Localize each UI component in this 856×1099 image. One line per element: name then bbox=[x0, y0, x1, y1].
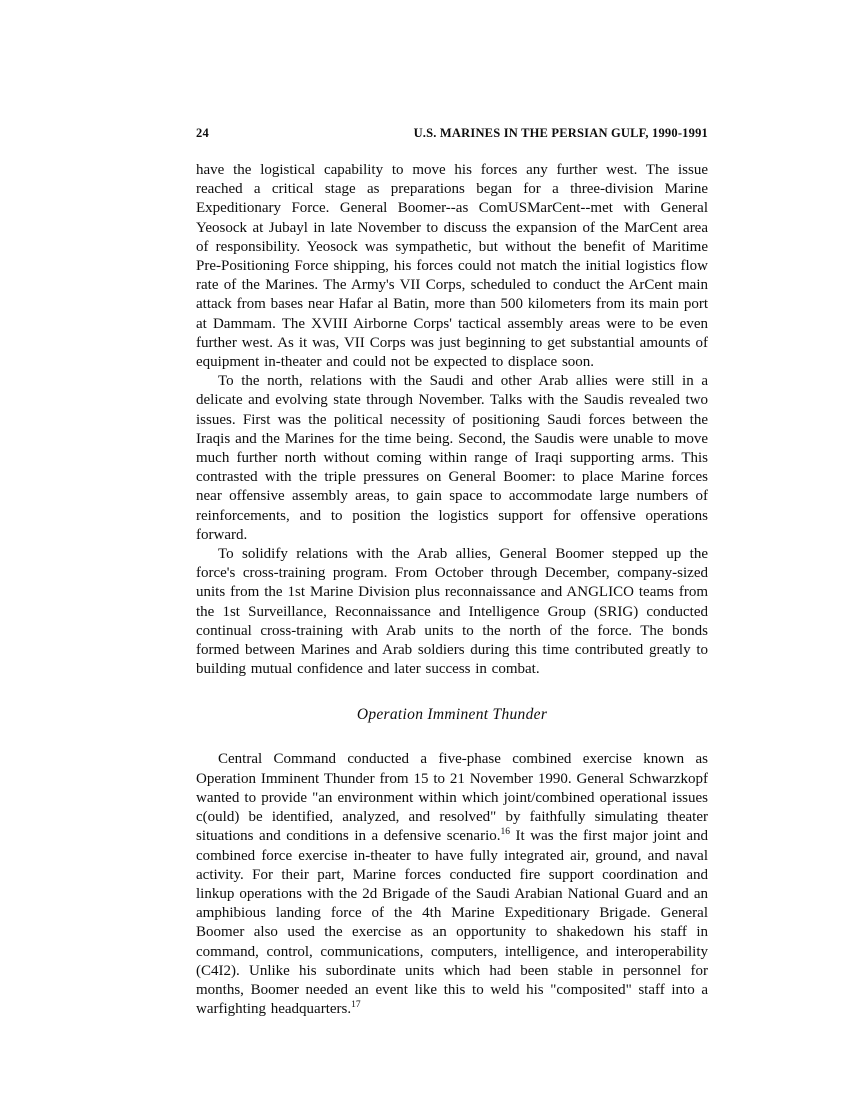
paragraph-1: have the logistical capability to move his forces any further west. The issue reached a critical stage as preparations began for a three-division Marine Expeditionary Force. General Boomer--as ComUSMarCent--met with General Yeosock at Jubayl in late November to discuss the expansion of the MarCent area of responsibility. Yeosock was sympathetic, but without the benefit of Maritime Pre-Positioning Force shipping, his forces could not match the initial logistics flow rate of the Marines. The Army's VII Corps, scheduled to conduct the ArCent main attack from bases near Hafar al Batin, more than 500 kilometers from its main port at Dammam. The XVIII Airborne Corps' tactical assembly areas were to be even further west. As it was, VII Corps was just beginning to get substantial amounts of equipment in-theater and could not be expected to displace soon. bbox=[196, 162, 708, 371]
paragraph-4-text-2: It was the first major joint and combined force exercise in-theater to have fully integrated air, ground, and naval activity. For their part, Marine forces conducted fire support coordination and linkup operations with the 2d Brigade of the Saudi Arabian National Guard and an amphibious landing force of the 4th Marine Expeditionary Brigade. General Boomer also used the exercise as an opportunity to shakedown his staff in command, control, communications, computers, intelligence, and interoperability (C4I2). Unlike his subordinate units which had been stable in personnel for months, Boomer needed an event like this to weld his "composited" staff into a warfighting headquarters. bbox=[196, 828, 708, 1018]
paragraph-4 bbox=[196, 750, 708, 1019]
text-column bbox=[196, 126, 708, 1019]
section-heading: Operation Imminent Thunder bbox=[356, 706, 548, 724]
running-title: U.S. MARINES IN THE PERSIAN GULF, 1990-1991 bbox=[413, 126, 708, 140]
page-header bbox=[196, 126, 708, 141]
footnote-ref-17: 17 bbox=[351, 1000, 361, 1011]
page-number: 24 bbox=[196, 126, 209, 140]
footnote-ref-16: 16 bbox=[500, 827, 510, 838]
paragraph-2: To the north, relations with the Saudi and other Arab allies were still in a delicate and evolving state through November. Talks with the Saudis revealed two issues. First was the political necessity of positioning Saudi forces between the Iraqis and the Marines for the time being. Second, the Saudis were unable to move much further north without coming within range of Iraqi supporting arms. This contrasted with the triple pressures on General Boomer: to place Marine forces near offensive assembly areas, to gain space to accommodate large numbers of reinforcements, and to position the logistics support for offensive operations forward. bbox=[196, 373, 708, 543]
paragraph-4-text-1: Central Command conducted a five-phase combined exercise known as Operation Imminent Thunder from 15 to 21 November 1990. General Schwarzkopf wanted to provide "an environment within which joint/combined operational issues c(ould) be identified, analyzed, and resolved" by faithfully simulating theater situations and conditions in a defensive scenario. bbox=[196, 751, 708, 845]
paragraph-3: To solidify relations with the Arab allies, General Boomer stepped up the force's cross-training program. From October through December, company-sized units from the 1st Marine Division plus reconnaissance and ANGLICO teams from the 1st Surveillance, Reconnaissance and Intelligence Group (SRIG) conducted continual cross-training with Arab units to the north of the force. The bonds formed between Marines and Arab soldiers during this time contributed greatly to building mutual confidence and later success in combat. bbox=[196, 546, 708, 678]
